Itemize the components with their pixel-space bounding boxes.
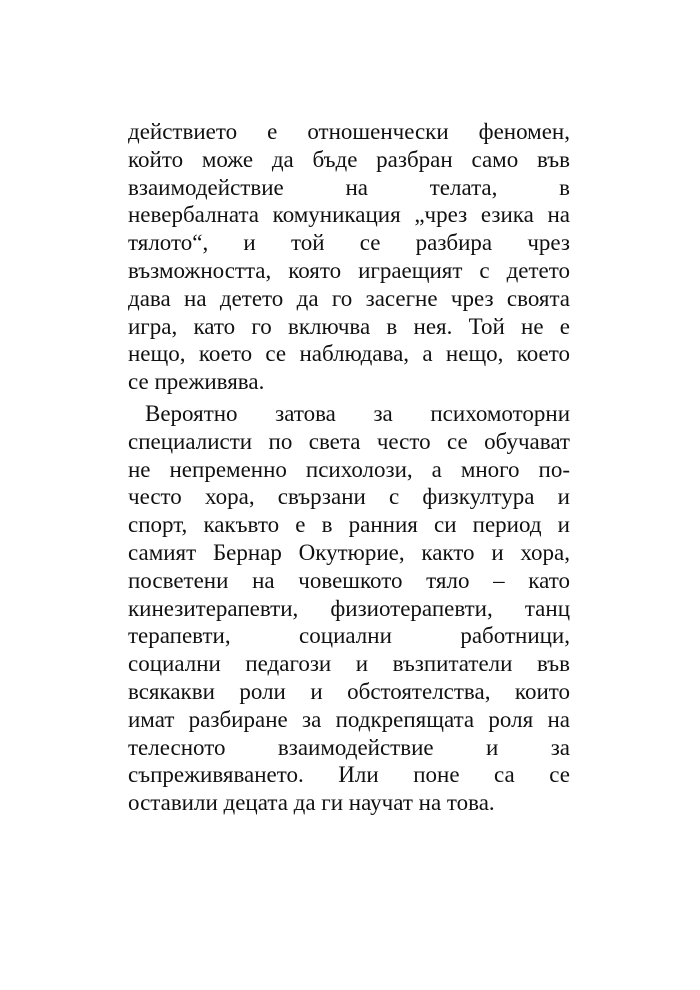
text-line: всякакви роли и обстоятелства, които [128,678,570,704]
text-line: се преживява. [128,369,265,395]
text-line: съпреживяването. Или поне са се [128,762,570,788]
text-line: игра, като го включва в нея. Той не е [128,313,570,339]
text-line: самият Бернар Окутюрие, както и хора, [128,539,570,565]
text-line: възможността, която играещият с детето [128,257,570,283]
paragraph-1 [128,118,570,396]
text-line: кинезитерапевти, физиотерапевти, танц [128,595,570,621]
text-line: невербалната комуникация „чрез езика на [128,202,570,228]
paragraph-2 [128,400,570,817]
book-page [128,118,570,817]
text-line: оставили децата да ги научат на това. [128,790,495,816]
text-line: имат разбиране за подкрепящата роля на [128,706,570,732]
text-line: дава на детето да го засегне чрез своята [128,285,570,311]
text-line: често хора, свързани с физкултура и [128,484,570,510]
text-line: спорт, какъвто е в ранния си период и [128,512,570,538]
text-line: специалисти по света често се обучават [128,428,570,454]
text-line: терапевти, социални работници, [128,623,570,649]
text-line: тялото“, и той се разбира чрез [128,230,570,256]
text-line: действието е отношенчески феномен, [128,119,570,144]
text-line: взаимодействие на телата, в [128,174,570,200]
text-line: Вероятно затова за психомоторни [145,400,570,426]
text-line: който може да бъде разбран само във [128,146,570,172]
text-line: телесното взаимодействие и за [128,734,570,760]
text-line: посветени на човешкото тяло – като [128,567,570,593]
text-line: нещо, което се наблюдава, а нещо, което [128,341,570,367]
text-line: социални педагози и възпитатели във [128,651,570,677]
text-line: не непременно психолози, а много по- [128,456,570,482]
